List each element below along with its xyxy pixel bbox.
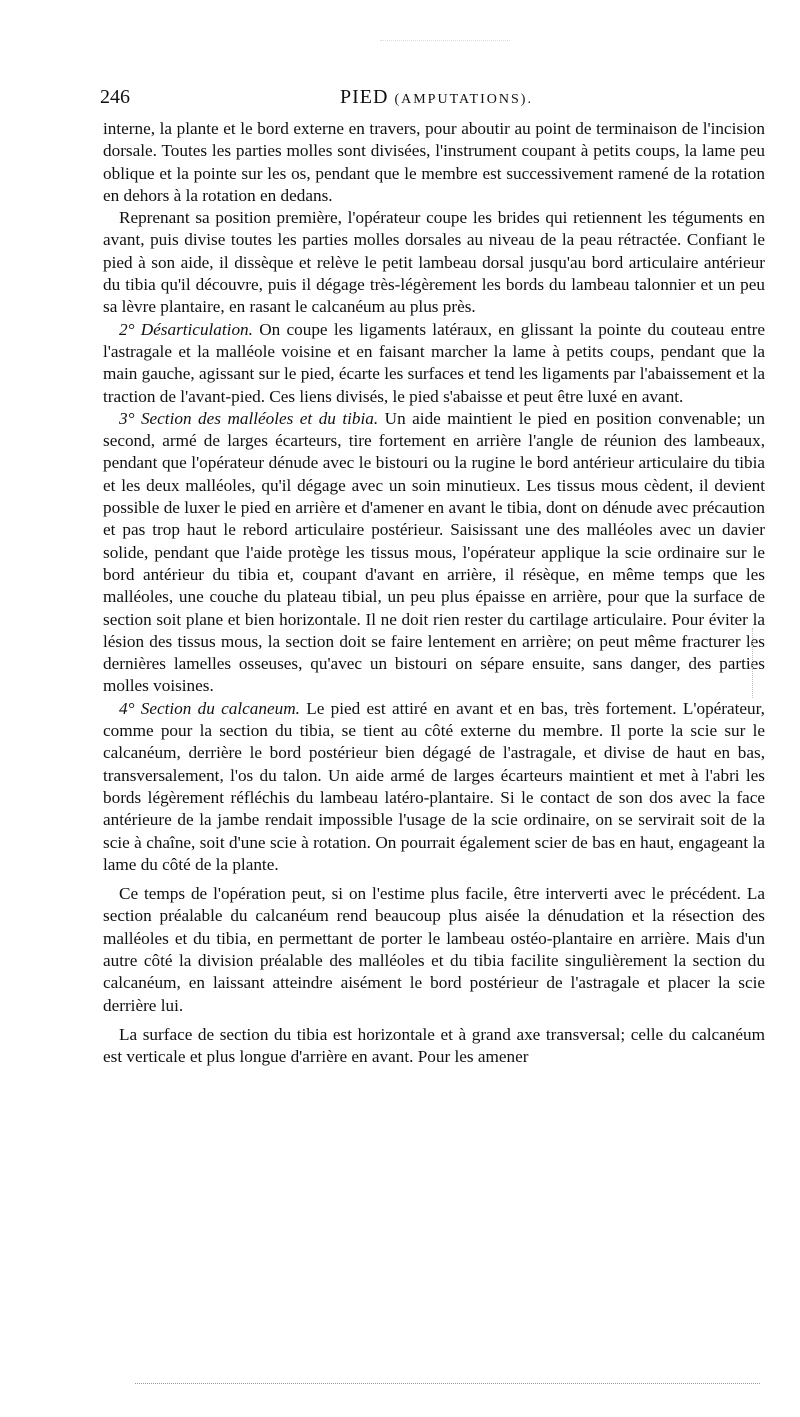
section-heading-desarticulation: 2° Désarticulation. [119, 319, 253, 339]
page-header [100, 86, 765, 114]
running-head-sub: (AMPUTATIONS). [394, 92, 533, 107]
paragraph-order-of-steps: Ce temps de l'opération peut, si on l'estime plus facile, être interverti avec le précédent. La section préalable du calcanéum rend beaucoup plus aisée la dénudation et la résection des malléoles et du tibia, en permettant de porter le lambeau ostéo-plantaire en arrière. Mais d'un autre côté la division préalable des malléoles et du tibia facilite singulièrement la section du calcanéum, en laissant atteindre aisément le bord postérieur de l'astragale et placer la scie derrière lui. [103, 884, 765, 1015]
paragraph-section-calcaneum-text: Le pied est attiré en avant et en bas, très fortement. L'opérateur, comme pour la section du tibia, se tient au côté externe du membre. Il porte la scie sur le calcanéum, derrière le bord postérieur bien dégagé de l'astragale, et divise de haut en bas, transversalement, l'os du talon. Un aide armé de larges écarteurs maintient et met à l'abri les bords légèrement réfléchis du lambeau latéro-plantaire. Si le contact de son dos avec la face antérieure de la jambe rendait impossible l'usage de la scie ordinaire, on se servirait soit de la scie à chaîne, soit d'une scie à rotation. On pourrait également scier de bas en haut, engageant la lame du côté de la plante. [103, 698, 765, 874]
paragraph-desarticulation [103, 319, 765, 408]
paragraph-desarticulation-text: On coupe les ligaments latéraux, en glissant la pointe du couteau entre l'astragale et la malléole voisine et en faisant marcher la lame à petits coups, pendant que la main gauche, agissant sur le pied, écarte les surfaces et tend les ligaments par l'abaissement et la traction de l'avant-pied. Ces liens divisés, le pied s'abaisse et peut être luxé en avant. [103, 319, 765, 406]
body-text [103, 118, 765, 1068]
paragraph-continuation: interne, la plante et le bord externe en travers, pour aboutir au point de terminaison de l'incision dorsale. Toutes les parties molles sont divisées, l'instrument coupant à petits coups, la lame peu oblique et la pointe sur les os, pendant que le membre est successivement ramené de la rotation en dehors à la rotation en dedans. [103, 119, 765, 205]
paragraph-section-surfaces: La surface de section du tibia est horizontale et à grand axe transversal; celle du calcanéum est verticale et plus longue d'arrière en avant. Pour les amener [103, 1024, 765, 1067]
margin-marks [752, 628, 755, 698]
scan-specks [380, 40, 510, 49]
running-head [340, 86, 533, 109]
paragraph-section-calcaneum [103, 698, 765, 876]
paragraph-section-malleoles-text: Un aide maintient le pied en position convenable; un second, armé de larges écarteurs, tire fortement en arrière l'angle de réunion des lambeaux, pendant que l'opérateur dénude avec le bistouri ou la rugine le bord antérieur articulaire du tibia et les deux malléoles, qu'il dégage avec un soin minutieux. Les tissus mous cèdent, il devient possible de luxer le pied en arrière et d'amener en avant le tibia, dont on dénude avec précaution et pas trop haut le rebord articulaire postérieur. Saisissant une des malléoles avec un davier solide, pendant que l'aide protège les tissus mous, l'opérateur applique la scie ordinaire sur le bord antérieur du tibia et, coupant d'avant en arrière, il résèque, en même temps que les malléoles, une couche du plateau tibial, un peu plus épaisse en arrière, pour que la surface de section soit plane et bien horizontale. Il ne doit rien rester du cartilage articulaire. Pour éviter la lésion des tissus mous, la section doit se faire lentement en arrière; on peut même fracturer les dernières lamelles osseuses, qu'avec un bistouri on sépare ensuite, sans danger, des parties molles voisines. [103, 408, 765, 696]
running-head-main: PIED [340, 86, 389, 108]
footer-dotted-rule [135, 1383, 760, 1384]
page-number: 246 [100, 86, 130, 108]
paragraph-section-malleoles [103, 408, 765, 698]
paragraph-dorsal-flap: Reprenant sa position première, l'opérateur coupe les brides qui retiennent les téguments en avant, puis divise toutes les parties molles dorsales au niveau de la peau rétractée. Confiant le pied à son aide, il dissèque et relève le petit lambeau dorsal jusqu'au bord articulaire antérieur du tibia qu'il découvre, puis il dégage très-légèrement les bords du lambeau talonnier et un peu sa lèvre plantaire, en rasant le calcanéum au plus près. [103, 208, 765, 317]
section-heading-calcaneum: 4° Section du calcaneum. [119, 698, 300, 718]
section-heading-malleoles: 3° Section des malléoles et du tibia. [119, 408, 379, 428]
